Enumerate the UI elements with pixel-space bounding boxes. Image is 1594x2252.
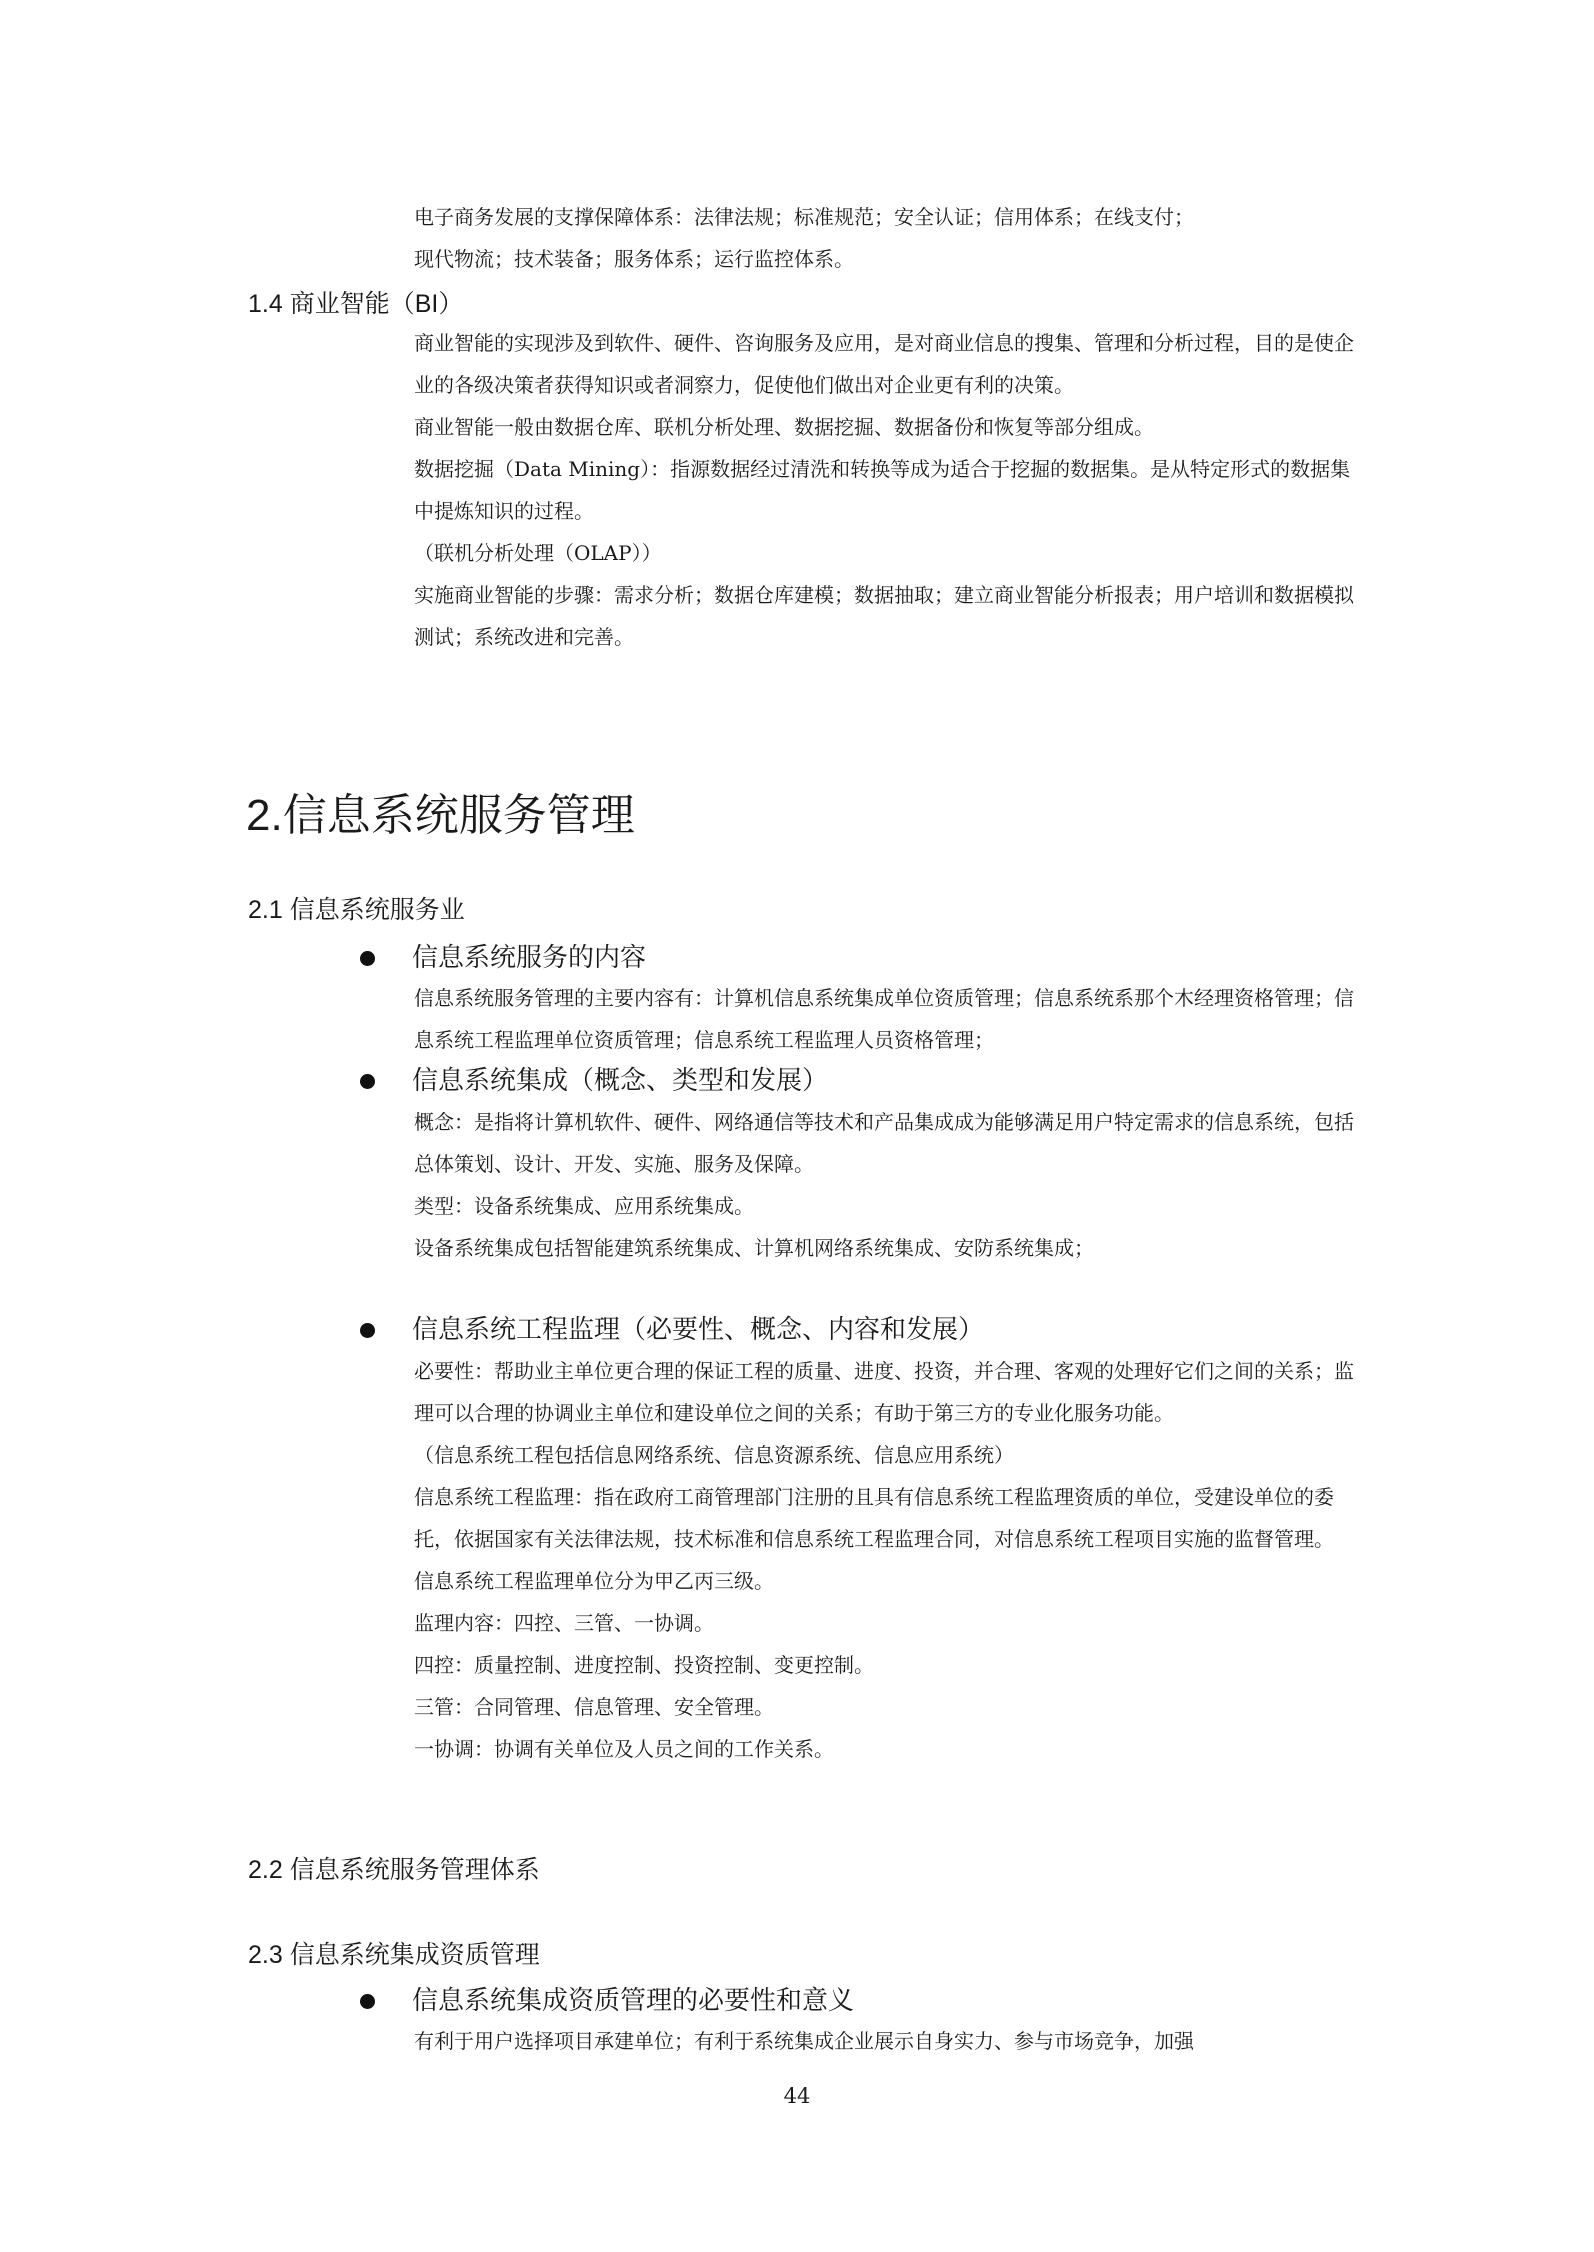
bullet-dot-icon [360, 1074, 375, 1089]
supervision-levels-paragraph: 信息系统工程监理单位分为甲乙丙三级。 [414, 1569, 774, 1593]
supervision-scope-note: （信息系统工程包括信息网络系统、信息资源系统、信息应用系统） [414, 1443, 1014, 1467]
bi-definition-paragraph: 商业智能的实现涉及到软件、硬件、咨询服务及应用，是对商业信息的搜集、管理和分析过程，目的是使企业的各级决策者获得知识或者洞察力，促使他们做出对企业更有利的决策。 [414, 331, 1354, 397]
integration-types-paragraph: 类型：设备系统集成、应用系统集成。 [414, 1194, 754, 1218]
section-1-4-body [414, 322, 1354, 658]
bullet-dot-icon [360, 1994, 375, 2009]
ecommerce-support-block [414, 196, 1354, 280]
supervision-definition-paragraph: 信息系统工程监理：指在政府工商管理部门注册的且具有信息系统工程监理资质的单位，受建设单位的委托，依据国家有关法律法规，技术标准和信息系统工程监理合同，对信息系统工程项目实施的监督管理。 [414, 1485, 1334, 1551]
chapter-2-heading: 2.信息系统服务管理 [246, 791, 635, 840]
bi-components-paragraph: 商业智能一般由数据仓库、联机分析处理、数据挖掘、数据备份和恢复等部分组成。 [414, 415, 1154, 439]
equipment-integration-paragraph: 设备系统集成包括智能建筑系统集成、计算机网络系统集成、安防系统集成； [414, 1236, 1094, 1260]
bullet-dot-icon [360, 951, 375, 966]
bullet-service-content-label: 信息系统服务的内容 [412, 943, 647, 973]
bullet-engineering-supervision [360, 1312, 984, 1348]
section-2-2-heading: 2.2 信息系统服务管理体系 [248, 1856, 540, 1884]
data-mining-paragraph: 数据挖掘（Data Mining）：指源数据经过清洗和转换等成为适合于挖掘的数据集。是从特定形式的数据集中提炼知识的过程。 [414, 457, 1351, 523]
qualification-benefits-paragraph: 有利于用户选择项目承建单位；有利于系统集成企业展示自身实力、参与市场竞争，加强 [414, 2029, 1194, 2053]
bullet-qualification-necessity-label: 信息系统集成资质管理的必要性和意义 [412, 1986, 855, 2016]
service-content-paragraph: 信息系统服务管理的主要内容有：计算机信息系统集成单位资质管理；信息系统系那个木经理资格管理；信息系统工程监理单位资质管理；信息系统工程监理人员资格管理； [414, 986, 1354, 1052]
section-2-1-heading: 2.1 信息系统服务业 [248, 896, 465, 924]
system-integration-body [414, 1101, 1354, 1269]
section-1-4-heading: 1.4 商业智能（BI） [248, 290, 464, 318]
bi-steps-paragraph: 实施商业智能的步骤：需求分析；数据仓库建模；数据抽取；建立商业智能分析报表；用户培训和数据模拟测试；系统改进和完善。 [414, 583, 1354, 649]
olap-note: （联机分析处理（OLAP）） [414, 541, 662, 565]
page-number: 44 [783, 2084, 811, 2108]
ecommerce-line-2: 现代物流；技术装备；服务体系；运行监控体系。 [414, 247, 854, 271]
bullet-engineering-supervision-label: 信息系统工程监理（必要性、概念、内容和发展） [412, 1315, 985, 1345]
qualification-necessity-body [414, 2020, 1354, 2062]
four-controls-paragraph: 四控：质量控制、进度控制、投资控制、变更控制。 [414, 1653, 874, 1677]
engineering-supervision-body [414, 1350, 1354, 1770]
supervision-necessity-paragraph: 必要性：帮助业主单位更合理的保证工程的质量、进度、投资，并合理、客观的处理好它们之间的关系；监理可以合理的协调业主单位和建设单位之间的关系；有助于第三方的专业化服务功能。 [414, 1359, 1354, 1425]
one-coordination-paragraph: 一协调：协调有关单位及人员之间的工作关系。 [414, 1737, 834, 1761]
service-content-body [414, 977, 1354, 1061]
supervision-content-paragraph: 监理内容：四控、三管、一协调。 [414, 1611, 714, 1635]
three-managements-paragraph: 三管：合同管理、信息管理、安全管理。 [414, 1695, 774, 1719]
bullet-qualification-necessity [360, 1983, 854, 2019]
integration-concept-paragraph: 概念：是指将计算机软件、硬件、网络通信等技术和产品集成成为能够满足用户特定需求的信息系统，包括总体策划、设计、开发、实施、服务及保障。 [414, 1110, 1354, 1176]
ecommerce-line-1: 电子商务发展的支撑保障体系：法律法规；标准规范；安全认证；信用体系；在线支付； [414, 205, 1194, 229]
bullet-system-integration-label: 信息系统集成（概念、类型和发展） [412, 1066, 829, 1096]
bullet-dot-icon [360, 1323, 375, 1338]
bullet-service-content [360, 940, 646, 976]
bullet-system-integration [360, 1063, 828, 1099]
section-2-3-heading: 2.3 信息系统集成资质管理 [248, 1941, 540, 1969]
